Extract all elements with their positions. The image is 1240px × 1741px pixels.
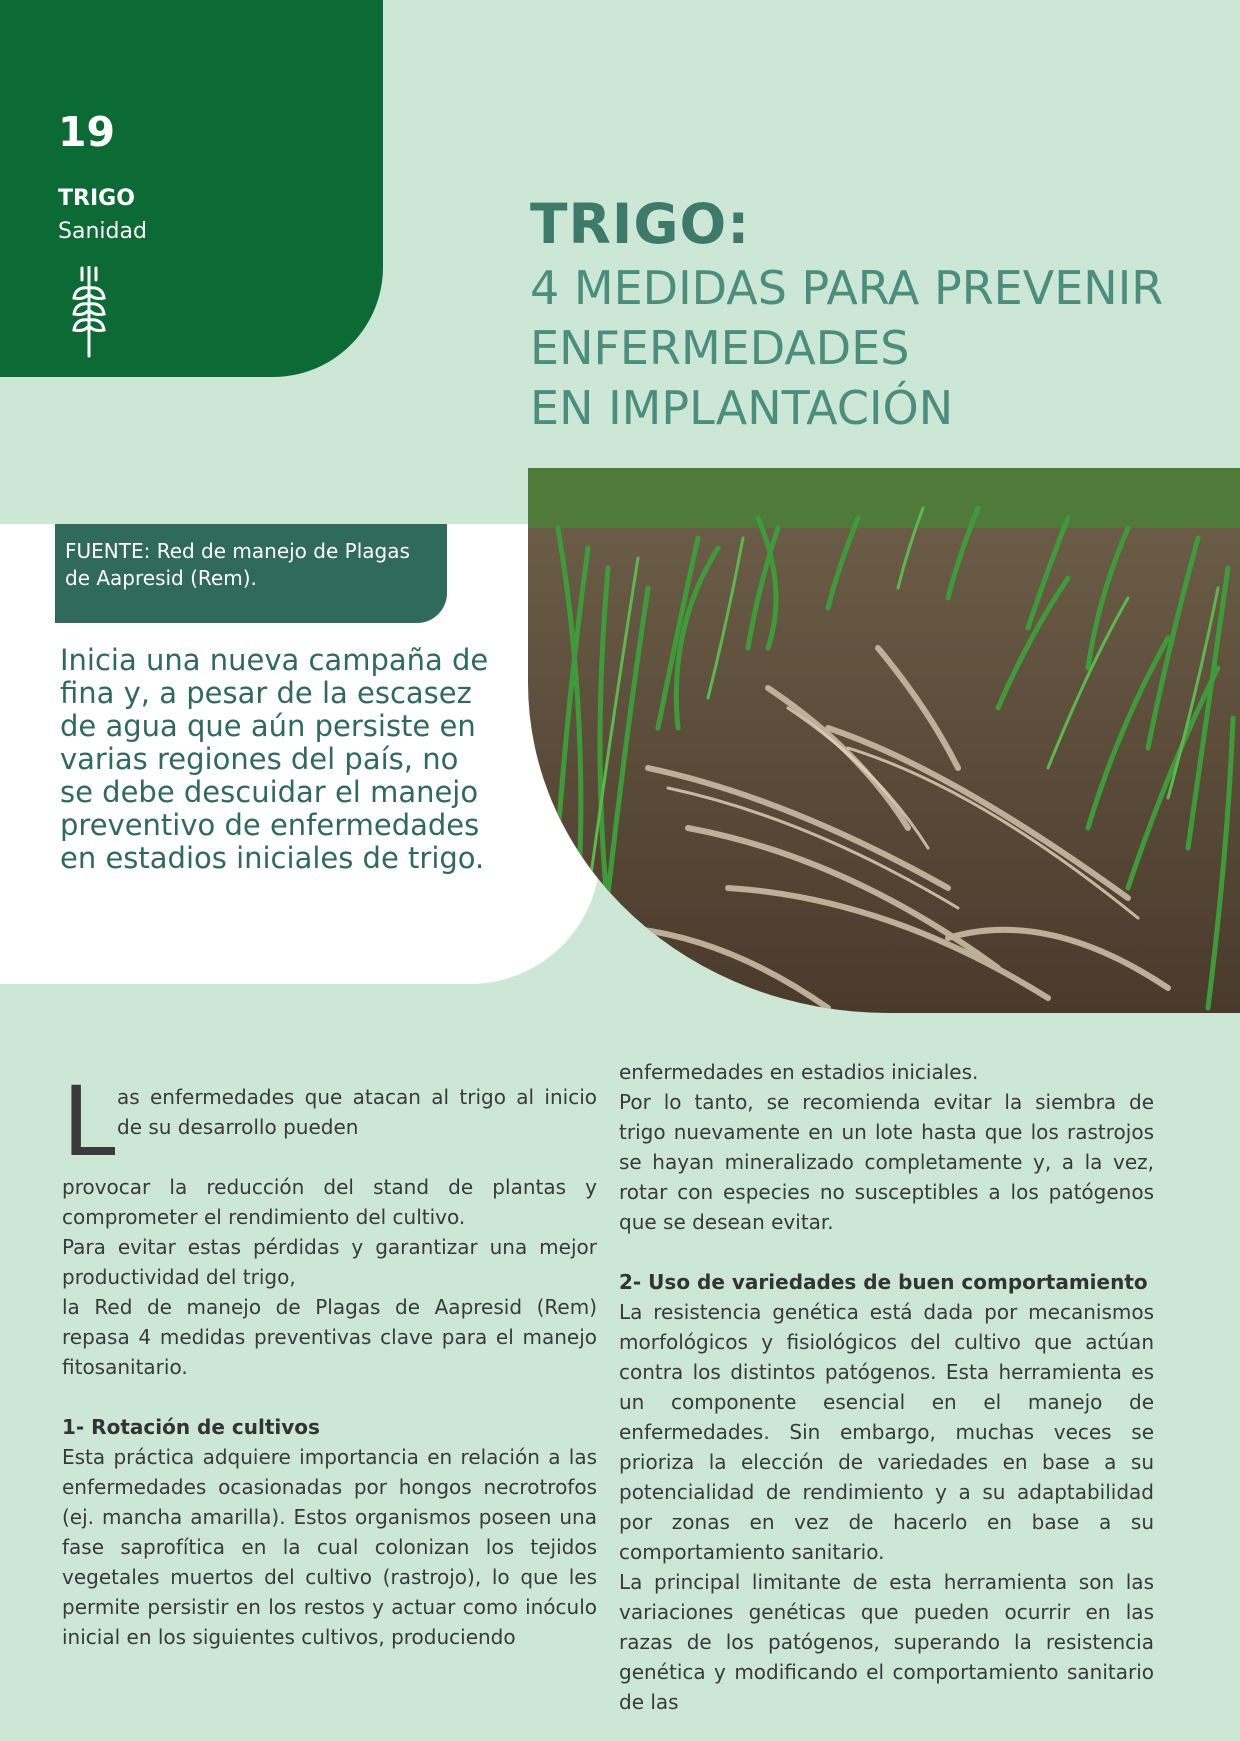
header-corner	[0, 0, 383, 377]
source-line: FUENTE: Red de manejo de Plagas	[65, 539, 410, 563]
subtitle-line: EN IMPLANTACIÓN	[530, 381, 954, 435]
paragraph: as enfermedades que atacan al trigo al inicio de su desarrollo pueden	[117, 1085, 597, 1139]
section-heading: 1- Rotación de cultivos	[62, 1415, 320, 1439]
paragraph: La resistencia genética está dada por mecanismos morfológicos y fisiológicos del cultivo que actúan contra los distintos patógenos. Esta herramienta es un componente esencial en el manejo de enfermedades. Sin embargo, muchas veces se prioriza la elección de variedades en base a su potencialidad de rendimiento y a su adaptabilidad por zonas en vez de hacerlo en base a su comportamiento sanitario.	[619, 1300, 1154, 1564]
intro-text: Inicia una nueva campaña de fina y, a pesar de la escasez de agua que aún persiste en varias regiones del país, no se debe descuidar el manejo preventivo de enfermedades en estadios iniciales de trigo.	[60, 643, 489, 875]
source-line: de Aapresid (Rem).	[65, 566, 257, 590]
paragraph: enfermedades en estadios iniciales.	[619, 1060, 979, 1084]
paragraph: provocar la reducción del stand de plantas y comprometer el rendimiento del cultivo.	[62, 1175, 597, 1229]
body-column-right	[619, 1057, 1154, 1717]
page-number: 19	[58, 108, 116, 156]
paragraph: La principal limitante de esta herramienta son las variaciones genéticas que pueden ocurrir en las razas de los patógenos, superando la resistencia genética y modificando el comportamiento sanitario de las	[619, 1570, 1154, 1714]
section-label: TRIGO	[58, 186, 135, 211]
subtitle-line: ENFERMEDADES	[530, 321, 910, 375]
field-illustration	[528, 468, 1240, 1013]
paragraph: Esta práctica adquiere importancia en relación a las enfermedades ocasionadas por hongos necrotrofos (ej. mancha amarilla). Estos organismos poseen una fase saprofítica en la cual colonizan los tejidos vegetales muertos del cultivo (rastrojo), lo que les permite persistir en los restos y actuar como inóculo inicial en los siguientes cultivos, produciendo	[62, 1445, 597, 1649]
body-column-left	[62, 1066, 597, 1652]
subtitle-line: 4 MEDIDAS PARA PREVENIR	[530, 261, 1164, 315]
wheat-icon	[70, 266, 108, 358]
subsection-label: Sanidad	[58, 219, 147, 244]
source-box	[55, 524, 447, 623]
dropcap-block	[62, 1066, 597, 1178]
dropcap: L	[62, 1066, 116, 1178]
section-heading: 2- Uso de variedades de buen comportamiento	[619, 1270, 1148, 1294]
article-subtitle	[530, 258, 1163, 438]
paragraph: Por lo tanto, se recomienda evitar la siembra de trigo nuevamente en un lote hasta que los rastrojos se hayan mineralizado completamente y, a la vez, rotar con especies no susceptibles a los patógenos que se desean evitar.	[619, 1090, 1154, 1234]
paragraph: la Red de manejo de Plagas de Aapresid (Rem) repasa 4 medidas preventivas clave para el manejo fitosanitario.	[62, 1295, 597, 1379]
paragraph: Para evitar estas pérdidas y garantizar una mejor productividad del trigo,	[62, 1235, 597, 1289]
wheat-field-photo	[528, 468, 1240, 1013]
article-title: TRIGO:	[530, 192, 751, 256]
